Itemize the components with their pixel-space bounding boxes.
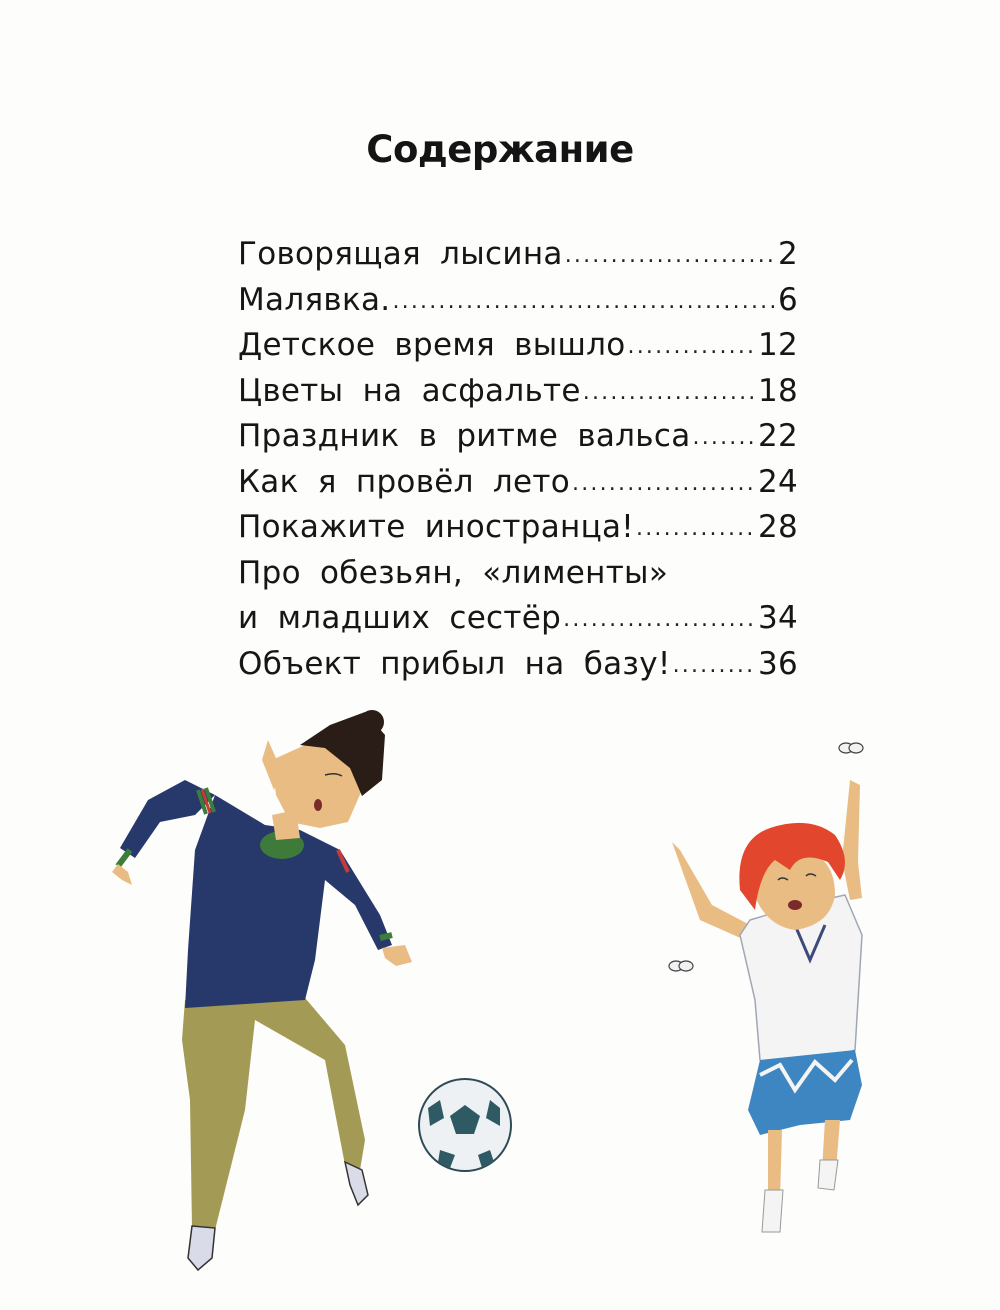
man-figure <box>112 710 412 1270</box>
toc-entry-label: Детское время вышло <box>238 327 626 363</box>
girl-shorts <box>748 1050 862 1135</box>
girl-left-arm <box>672 842 750 940</box>
toc-entry <box>238 278 798 324</box>
toc-entry-label: Про обезьян, «лименты» <box>238 554 669 591</box>
toc-entry-page: 22 <box>757 418 798 454</box>
toc-entry <box>238 596 798 642</box>
butterfly-icon <box>839 743 863 753</box>
toc-entry-page: 12 <box>757 327 798 363</box>
man-trousers <box>182 992 365 1230</box>
table-of-contents <box>238 232 798 687</box>
man-right-hand <box>382 945 412 966</box>
page-title: Содержание <box>366 128 634 171</box>
leader-dots <box>583 370 754 416</box>
leader-dots <box>628 324 754 370</box>
man-right-shoe <box>345 1162 368 1205</box>
illustration-football <box>0 690 1000 1310</box>
leader-dots <box>636 506 754 552</box>
toc-entry <box>238 551 798 597</box>
leader-dots <box>565 233 774 279</box>
man-left-shoe <box>188 1226 215 1270</box>
toc-entry-page: 34 <box>757 600 798 636</box>
toc-entry-page: 28 <box>757 509 798 545</box>
toc-entry-page: 2 <box>777 236 798 272</box>
toc-entry-label: и младших сестёр <box>238 600 562 636</box>
toc-entry <box>238 460 798 506</box>
butterfly-icon <box>669 961 693 971</box>
toc-entry <box>238 642 798 688</box>
toc-entry-label: Праздник в ритме вальса <box>238 418 691 454</box>
leader-dots <box>392 279 774 325</box>
toc-entry-page: 6 <box>777 281 798 318</box>
girl-socks <box>762 1190 783 1232</box>
toc-entry <box>238 232 798 278</box>
toc-entry-label: Покажите иностранца! <box>238 509 635 545</box>
leader-dots <box>572 461 754 507</box>
man-left-hand <box>112 864 132 885</box>
toc-entry-page: 36 <box>757 645 798 682</box>
leader-dots <box>563 597 754 643</box>
toc-entry-label: Малявка. <box>238 281 391 318</box>
toc-entry-page: 24 <box>757 463 798 500</box>
toc-entry-label: Говорящая лысина <box>238 236 563 272</box>
toc-entry <box>238 369 798 415</box>
football <box>419 1079 511 1171</box>
girl-figure <box>672 780 862 1232</box>
toc-entry <box>238 505 798 551</box>
toc-entry <box>238 323 798 369</box>
toc-entry <box>238 414 798 460</box>
girl-right-arm <box>842 780 862 900</box>
toc-entry-label: Как я провёл лето <box>238 463 571 500</box>
toc-entry-label: Объект прибыл на базу! <box>238 645 671 682</box>
leader-dots <box>693 415 754 461</box>
leader-dots <box>673 643 754 689</box>
toc-entry-label: Цветы на асфальте <box>238 372 581 409</box>
toc-entry-page: 18 <box>757 372 798 409</box>
